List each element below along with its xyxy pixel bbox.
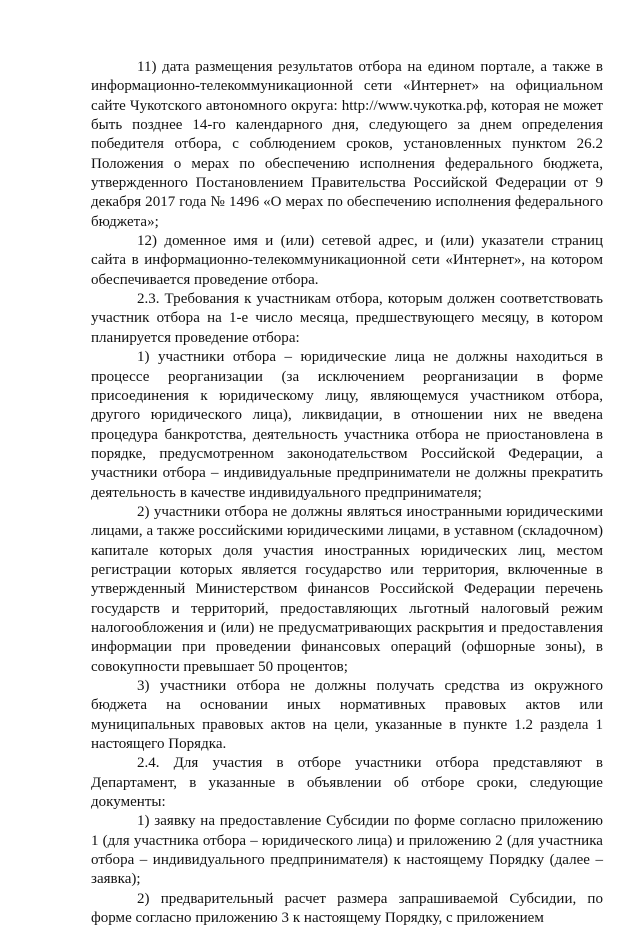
paragraph-item-11: 11) дата размещения результатов отбора на едином портале, а также в информационно-телекоммуникационной сети «Интернет» на официальном сайте Чукотского автономного округа: http://www.чукотка.рф, которая не может быть позднее 14-го календарного дня, следующего за днем определения победителя отбора, с соблюдением сроков, установленных пунктом 26.2 Положения о мерах по обеспечению исполнения федерального бюджета, утвержденного Постановлением Правительства Российской Федерации от 9 декабря 2017 года № 1496 «О мерах по обеспечению исполнения федерального бюджета»; [91,59,603,230]
paragraph-item-12: 12) доменное имя и (или) сетевой адрес, и (или) указатели страниц сайта в информационно-телекоммуникационной сети «Интернет», на котором обеспечивается проведение отбора. [91,233,603,288]
paragraph-requirement-3: 3) участники отбора не должны получать средства из окружного бюджета на основании иных нормативных правовых актов или муниципальных правовых актов на цели, указанные в пункте 1.2 раздела 1 настоящего Порядка. [91,678,603,753]
paragraph-section-2-3: 2.3. Требования к участникам отбора, которым должен соответствовать участник отбора на 1-е число месяца, предшествующего месяцу, в котором планируется проведение отбора: [91,291,603,346]
paragraph-requirement-2: 2) участники отбора не должны являться иностранными юридическими лицами, а также российскими юридическими лицами, в уставном (складочном) капитале которых доля участия иностранных юридических лиц, местом регистрации которых является государство или территория, включенные в утвержденный Министерством финансов Российской Федерации перечень государств и территорий, предоставляющих льготный налоговый режим налогообложения и (или) не предусматривающих раскрытия и предоставления информации при проведении финансовых операций (офшорные зоны), в совокупности превышает 50 процентов; [91,503,603,675]
paragraph-document-2: 2) предварительный расчет размера запрашиваемой Субсидии, по форме согласно приложению 3 к настоящему Порядку, с приложением [91,890,603,927]
paragraph-document-1: 1) заявку на предоставление Субсидии по форме согласно приложению 1 (для участника отбора – юридического лица) и приложению 2 (для участника отбора – индивидуального предпринимателя) к настоящему Порядку (далее – заявка); [91,813,603,888]
document-page [91,58,603,928]
paragraph-requirement-1: 1) участники отбора – юридические лица не должны находиться в процессе реорганизации (за исключением реорганизации в форме присоединения к юридическому лицу, являющемуся участником отбора, другого юридического лица), ликвидации, в отношении них не введена процедура банкротства, деятельность участника отбора не приостановлена в порядке, предусмотренном законодательством Российской Федерации, а участники отбора – индивидуальные предприниматели не должны прекратить деятельность в качестве индивидуального предпринимателя; [91,349,603,501]
paragraph-section-2-4: 2.4. Для участия в отборе участники отбора представляют в Департамент, в указанные в объявлении об отборе сроки, следующие документы: [91,755,603,811]
